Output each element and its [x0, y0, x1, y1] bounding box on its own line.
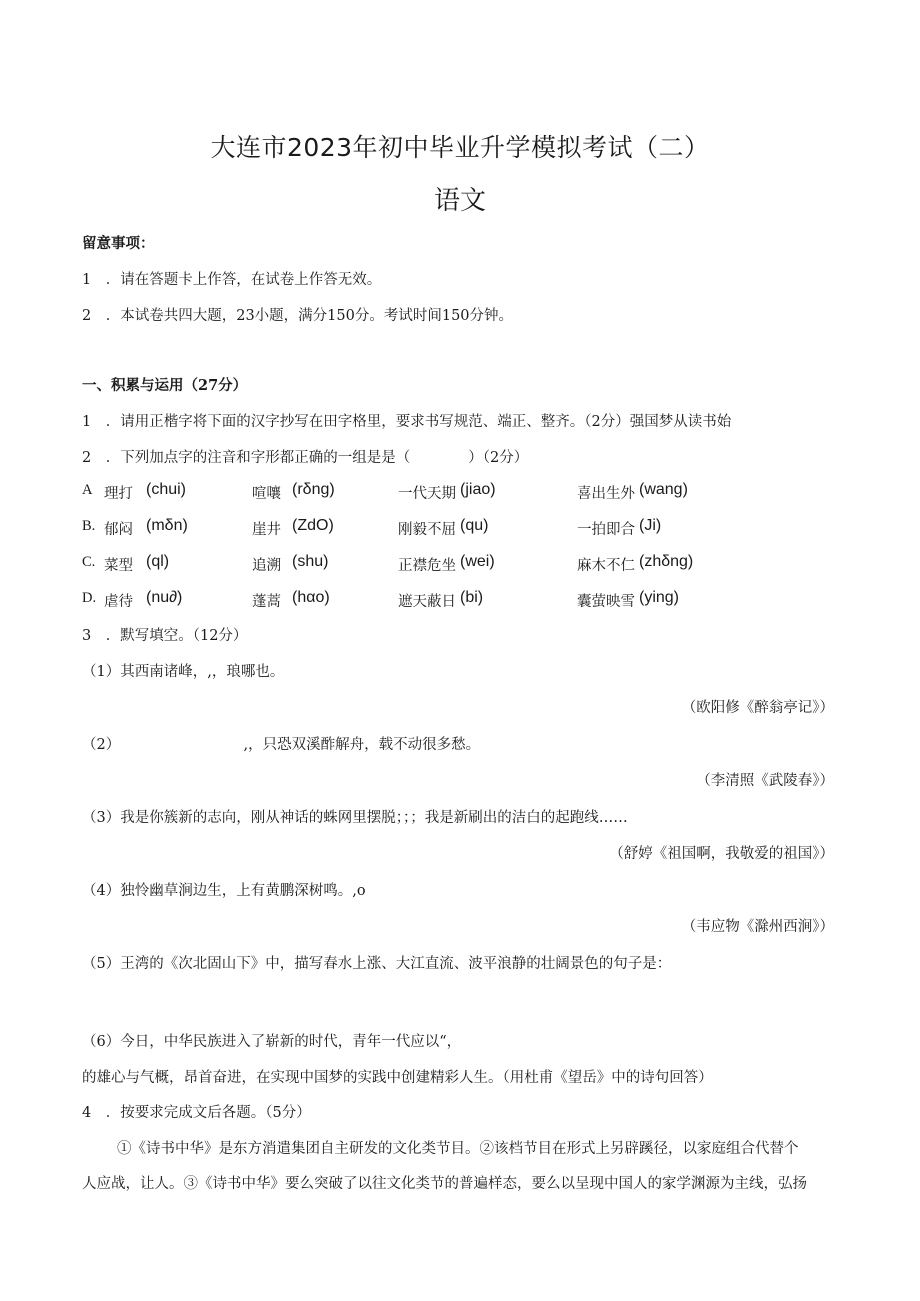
page-subtitle: 语文 [433, 186, 486, 216]
option-pinyin: (ql) [146, 553, 170, 570]
option-pinyin: (chui) [146, 481, 187, 498]
option-word: 喜出生外 [577, 486, 635, 502]
notice-item-1: 1 ．请在答题卡上作答，在试卷上作答无效。 [82, 272, 382, 288]
section-heading: 一、积累与运用（27分） [82, 377, 248, 394]
option-word: 虐待 [104, 594, 133, 610]
notice-heading: 留意事项： [82, 235, 155, 252]
option-label: C. [82, 554, 96, 570]
option-label: D. [82, 590, 97, 606]
option-word: 一拍即合 [577, 522, 635, 538]
option-label: A [82, 482, 93, 498]
fill-item-1: （1）其西南诸峰，,，琅哪也。 [82, 664, 285, 680]
option-word: 菜型 [104, 558, 133, 574]
fill-item-4: （4）独怜幽草涧边生，上有黄鹏深树鸣。,o [82, 883, 366, 899]
option-word: 刚毅不屈 [398, 522, 456, 538]
option-pinyin: (Ji) [639, 517, 662, 534]
fill-item-3: （3）我是你簇新的志向，刚从神话的蛛网里摆脱；；；我是新刷出的洁白的起跑线…… [82, 810, 628, 826]
fill-item-6-line1: （6）今日，中华民族进入了崭新的时代，青年一代应以“， [82, 1034, 462, 1050]
option-word: 理打 [104, 486, 133, 502]
question-1: 1 ．请用正楷字将下面的汉字抄写在田字格里，要求书写规范、端正、整齐。（2分）强国梦从读书始 [82, 414, 732, 430]
option-pinyin: (wang) [639, 481, 688, 498]
option-word: 追溯 [252, 558, 281, 574]
option-word: 囊萤映雪 [577, 594, 635, 610]
fill-source-1: （欧阳修《醉翁亭记》） [681, 700, 834, 716]
option-word: 郁闷 [104, 522, 133, 538]
option-label: B. [82, 518, 96, 534]
question-2: 2 ．下列加点字的注音和字形都正确的一组是是（ ）（2分） [82, 450, 529, 466]
fill-source-4: （韦应物《滁州西涧》） [681, 919, 834, 935]
option-pinyin: (ZdO) [292, 517, 334, 534]
fill-item-2: （2） ,，只恐双溪酢解舟，载不动很多愁。 [82, 737, 481, 753]
fill-source-3: （舒婷《祖国啊，我敬爱的祖国》） [609, 846, 834, 862]
option-pinyin: (qu) [460, 517, 489, 534]
option-word: 蓬蒿 [252, 594, 281, 610]
option-word: 崖井 [252, 522, 281, 538]
option-pinyin: (rδng) [292, 481, 335, 498]
notice-item-2: 2 ．本试卷共四大题，23小题，满分150分。考试时间150分钟。 [82, 308, 514, 324]
option-pinyin: (jiao) [460, 481, 496, 498]
fill-item-6-line2: 的雄心与气概，昂首奋进，在实现中国梦的实践中创建精彩人生。（用杜甫《望岳》中的诗句回答） [82, 1070, 713, 1086]
option-pinyin: (shu) [292, 553, 329, 570]
question-3: 3 ．默写填空。（12分） [82, 628, 248, 644]
option-pinyin: (bi) [460, 589, 484, 606]
passage-line-2: 人应战，让人。③《诗书中华》要么突破了以往文化类节的普遍样态，要么以呈现中国人的家学渊源为主线，弘扬 [82, 1176, 807, 1192]
fill-item-5: （5）王湾的《次北固山下》中，描写春水上涨、大江直流、波平浪静的壮阔景色的句子是： [82, 956, 672, 972]
option-word: 喧嚷 [252, 486, 281, 502]
option-pinyin: (ying) [639, 589, 680, 606]
option-word: 麻木不仁 [577, 558, 635, 574]
option-pinyin: (nu∂) [146, 589, 183, 606]
option-pinyin: (hαo) [292, 589, 330, 606]
option-pinyin: (mδn) [146, 517, 188, 534]
option-word: 遮天蔽日 [398, 594, 456, 610]
passage-line-1: ①《诗书中华》是东方消遣集团自主研发的文化类节目。②该档节目在形式上另辟蹊径，以家庭组合代替个 [117, 1141, 799, 1157]
option-word: 一代天期 [398, 486, 456, 502]
option-word: 正襟危坐 [398, 558, 456, 574]
page-title: 大连市2023年初中毕业升学模拟考试（二） [210, 133, 710, 162]
option-pinyin: (wei) [460, 553, 495, 570]
option-pinyin: (zhδng) [639, 553, 694, 570]
question-4: 4 ．按要求完成文后各题。（5分） [82, 1105, 311, 1121]
fill-source-2: （李清照《武陵春》） [696, 773, 834, 789]
